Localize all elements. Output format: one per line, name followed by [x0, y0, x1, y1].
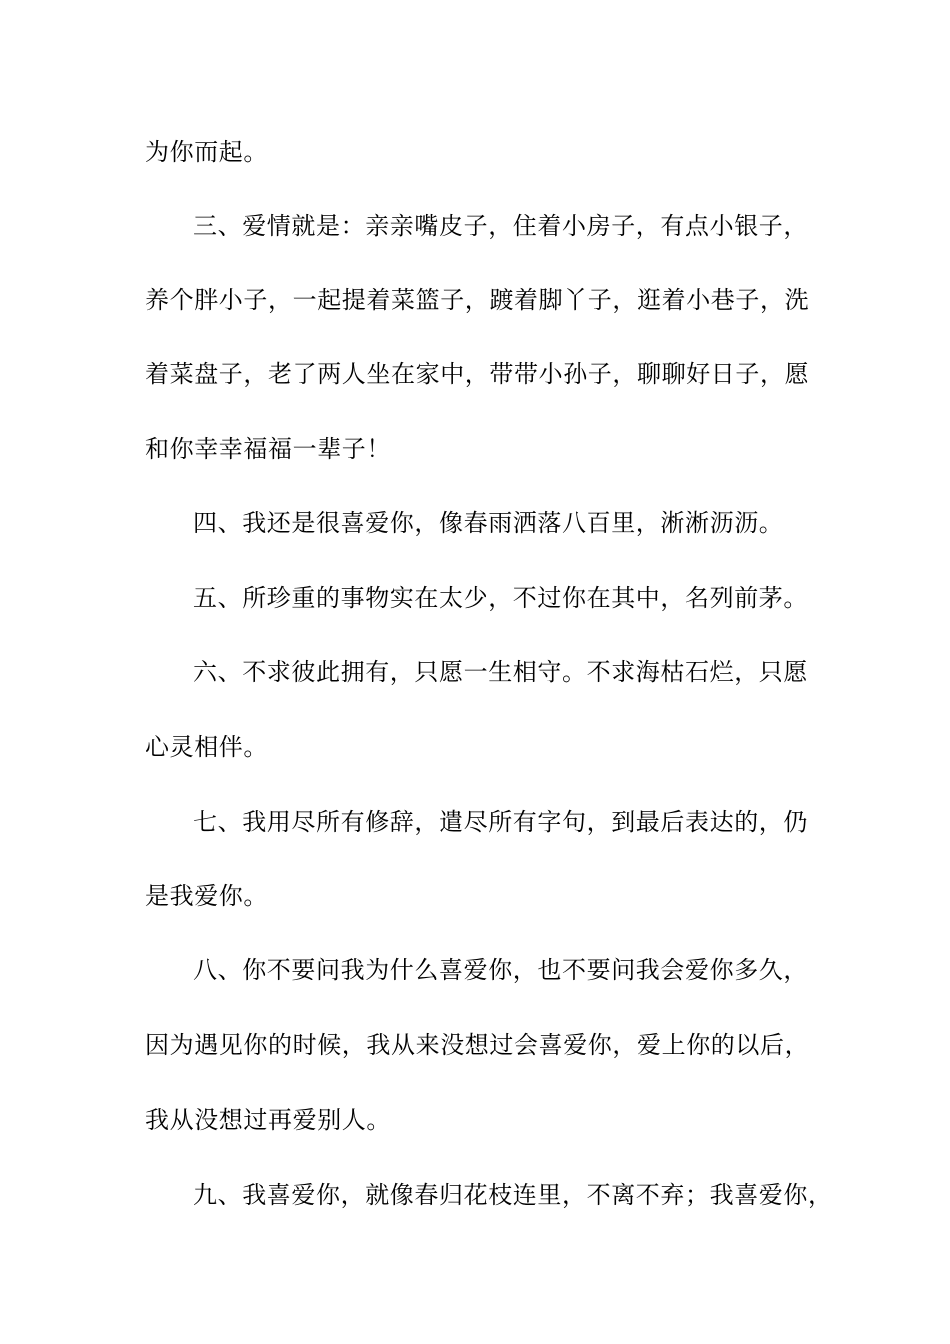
paragraph-6-line-2: 心灵相伴。	[145, 733, 268, 761]
paragraph-4: 四、我还是很喜爱你，像春雨洒落八百里，淅淅沥沥。	[193, 509, 784, 537]
paragraph-6-line-1: 六、不求彼此拥有，只愿一生相守。不求海枯石烂，只愿	[193, 658, 808, 686]
paragraph-9-line-1: 九、我喜爱你，就像春归花枝连里，不离不弃；我喜爱你，	[193, 1181, 833, 1209]
paragraph-3-line-3: 着菜盘子，老了两人坐在家中，带带小孙子，聊聊好日子，愿	[145, 360, 810, 388]
paragraph-7-line-1: 七、我用尽所有修辞，遣尽所有字句，到最后表达的，仍	[193, 808, 808, 836]
paragraph-3-line-4: 和你幸幸福福一辈子！	[145, 435, 391, 463]
paragraph-7-line-2: 是我爱你。	[145, 882, 268, 910]
paragraph-8-line-1: 八、你不要问我为什么喜爱你，也不要问我会爱你多久，	[193, 956, 808, 984]
text-line: 为你而起。	[145, 138, 268, 166]
paragraph-5: 五、所珍重的事物实在太少，不过你在其中，名列前茅。	[193, 584, 808, 612]
paragraph-3-line-1: 三、爱情就是：亲亲嘴皮子，住着小房子，有点小银子，	[193, 212, 808, 240]
paragraph-3-line-2: 养个胖小子，一起提着菜篮子，踱着脚丫子，逛着小巷子，洗	[145, 286, 810, 314]
paragraph-8-line-3: 我从没想过再爱别人。	[145, 1106, 391, 1134]
paragraph-8-line-2: 因为遇见你的时候，我从来没想过会喜爱你，爱上你的以后，	[145, 1031, 810, 1059]
